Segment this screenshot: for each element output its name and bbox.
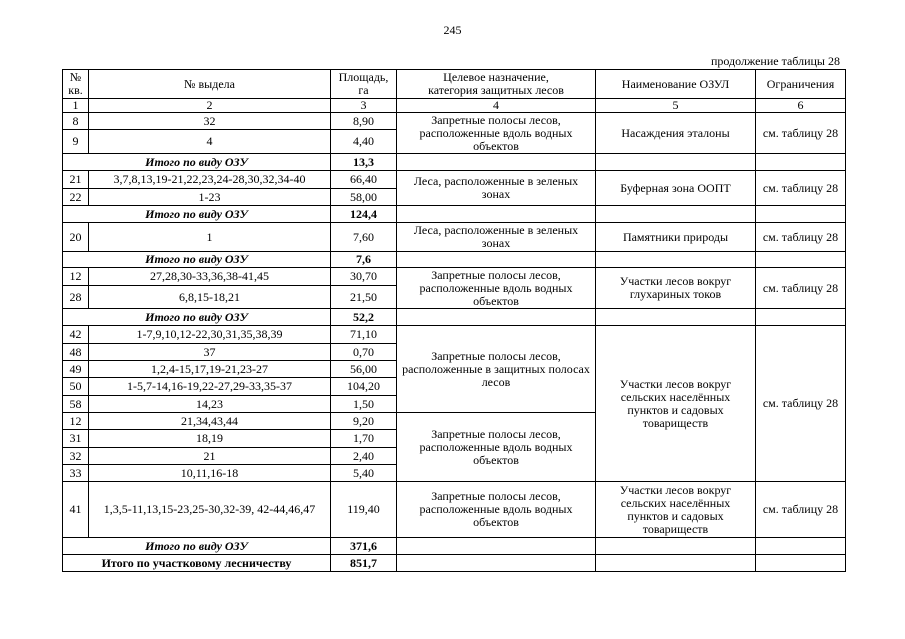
empty-cell [596, 309, 756, 326]
cell-kv: 49 [63, 361, 89, 378]
empty-cell [397, 252, 596, 268]
cell-limits: см. таблицу 28 [756, 326, 846, 482]
cell-vydel: 3,7,8,13,19-21,22,23,24-28,30,32,34-40 [89, 171, 331, 189]
subtotal-row [63, 206, 846, 223]
cell-ozul: Участки лесов вокруг сельских населённых пунктов и садовых товариществ [596, 482, 756, 538]
empty-cell [756, 252, 846, 268]
column-number: 3 [331, 99, 397, 113]
empty-cell [596, 252, 756, 268]
cell-limits: см. таблицу 28 [756, 268, 846, 309]
cell-ozul: Буферная зона ООПТ [596, 171, 756, 206]
cell-purpose: Запретные полосы лесов, расположенные в защитных полосах лесов [397, 326, 596, 413]
cell-vydel: 21,34,43,44 [89, 413, 331, 430]
subtotal-label: Итого по виду ОЗУ [63, 252, 331, 268]
cell-ozul: Участки лесов вокруг сельских населённых пунктов и садовых товариществ [596, 326, 756, 482]
cell-purpose: Запретные полосы лесов, расположенные вдоль водных объектов [397, 413, 596, 482]
header-kv: № кв. [63, 70, 89, 99]
subtotal-value: 371,6 [331, 538, 397, 555]
header-purpose: Целевое назначение, категория защитных лесов [397, 70, 596, 99]
cell-vydel: 1,2,4-15,17,19-21,23-27 [89, 361, 331, 378]
cell-kv: 48 [63, 344, 89, 361]
header-limits: Ограничения [756, 70, 846, 99]
subtotal-row [63, 154, 846, 171]
header-vydel: № выдела [89, 70, 331, 99]
subtotal-label: Итого по виду ОЗУ [63, 538, 331, 555]
empty-cell [397, 555, 596, 572]
cell-purpose: Запретные полосы лесов, расположенные вдоль водных объектов [397, 113, 596, 154]
cell-kv: 28 [63, 286, 89, 309]
ozul-table [62, 69, 846, 572]
subtotal-value: 13,3 [331, 154, 397, 171]
cell-vydel: 1-23 [89, 189, 331, 206]
cell-vydel: 10,11,16-18 [89, 465, 331, 482]
cell-ozul: Участки лесов вокруг глухариных токов [596, 268, 756, 309]
header-area: Площадь, га [331, 70, 397, 99]
cell-vydel: 18,19 [89, 430, 331, 448]
empty-cell [397, 538, 596, 555]
cell-area: 104,20 [331, 378, 397, 396]
cell-vydel: 1 [89, 223, 331, 252]
subtotal-label: Итого по виду ОЗУ [63, 309, 331, 326]
table-row [63, 113, 846, 130]
cell-area: 0,70 [331, 344, 397, 361]
cell-vydel: 1,3,5-11,13,15-23,25-30,32-39, 42-44,46,47 [89, 482, 331, 538]
cell-limits: см. таблицу 28 [756, 113, 846, 154]
cell-vydel: 4 [89, 130, 331, 154]
cell-area: 56,00 [331, 361, 397, 378]
cell-purpose: Леса, расположенные в зеленых зонах [397, 171, 596, 206]
cell-kv: 42 [63, 326, 89, 344]
table-row [63, 326, 846, 344]
cell-area: 58,00 [331, 189, 397, 206]
cell-kv: 12 [63, 413, 89, 430]
subtotal-row [63, 309, 846, 326]
header-row [63, 70, 846, 99]
cell-purpose: Леса, расположенные в зеленых зонах [397, 223, 596, 252]
cell-area: 71,10 [331, 326, 397, 344]
cell-kv: 20 [63, 223, 89, 252]
cell-kv: 50 [63, 378, 89, 396]
subtotal-value: 7,6 [331, 252, 397, 268]
total-value: 851,7 [331, 555, 397, 572]
subtotal-row [63, 252, 846, 268]
cell-area: 8,90 [331, 113, 397, 130]
cell-kv: 33 [63, 465, 89, 482]
total-row [63, 555, 846, 572]
empty-cell [397, 154, 596, 171]
cell-vydel: 37 [89, 344, 331, 361]
cell-area: 5,40 [331, 465, 397, 482]
subtotal-label: Итого по виду ОЗУ [63, 206, 331, 223]
cell-kv: 31 [63, 430, 89, 448]
cell-ozul: Памятники природы [596, 223, 756, 252]
cell-area: 7,60 [331, 223, 397, 252]
cell-area: 1,70 [331, 430, 397, 448]
empty-cell [397, 206, 596, 223]
column-number: 4 [397, 99, 596, 113]
empty-cell [756, 206, 846, 223]
cell-area: 9,20 [331, 413, 397, 430]
cell-vydel: 27,28,30-33,36,38-41,45 [89, 268, 331, 286]
cell-purpose: Запретные полосы лесов, расположенные вдоль водных объектов [397, 268, 596, 309]
column-number: 1 [63, 99, 89, 113]
cell-kv: 22 [63, 189, 89, 206]
table-continuation-caption: продолжение таблицы 28 [710, 54, 840, 68]
table-row [63, 482, 846, 538]
empty-cell [596, 555, 756, 572]
empty-cell [756, 555, 846, 572]
cell-limits: см. таблицу 28 [756, 482, 846, 538]
cell-area: 4,40 [331, 130, 397, 154]
column-number: 2 [89, 99, 331, 113]
cell-vydel: 6,8,15-18,21 [89, 286, 331, 309]
cell-vydel: 1-5,7-14,16-19,22-27,29-33,35-37 [89, 378, 331, 396]
column-number: 5 [596, 99, 756, 113]
cell-kv: 41 [63, 482, 89, 538]
cell-kv: 21 [63, 171, 89, 189]
cell-limits: см. таблицу 28 [756, 223, 846, 252]
column-number: 6 [756, 99, 846, 113]
cell-area: 21,50 [331, 286, 397, 309]
cell-area: 66,40 [331, 171, 397, 189]
header-ozul: Наименование ОЗУЛ [596, 70, 756, 99]
cell-ozul: Насаждения эталоны [596, 113, 756, 154]
empty-cell [397, 309, 596, 326]
subtotal-row [63, 538, 846, 555]
subtotal-value: 52,2 [331, 309, 397, 326]
empty-cell [596, 154, 756, 171]
cell-kv: 12 [63, 268, 89, 286]
cell-vydel: 21 [89, 448, 331, 465]
empty-cell [756, 538, 846, 555]
cell-area: 30,70 [331, 268, 397, 286]
cell-vydel: 1-7,9,10,12-22,30,31,35,38,39 [89, 326, 331, 344]
cell-kv: 32 [63, 448, 89, 465]
cell-kv: 9 [63, 130, 89, 154]
cell-limits: см. таблицу 28 [756, 171, 846, 206]
cell-kv: 8 [63, 113, 89, 130]
empty-cell [596, 538, 756, 555]
subtotal-value: 124,4 [331, 206, 397, 223]
subtotal-label: Итого по виду ОЗУ [63, 154, 331, 171]
cell-area: 1,50 [331, 396, 397, 413]
total-label: Итого по участковому лесничеству [63, 555, 331, 572]
table-row [63, 223, 846, 252]
empty-cell [756, 309, 846, 326]
empty-cell [596, 206, 756, 223]
cell-kv: 58 [63, 396, 89, 413]
cell-vydel: 14,23 [89, 396, 331, 413]
table-row [63, 171, 846, 189]
column-number-row [63, 99, 846, 113]
cell-area: 2,40 [331, 448, 397, 465]
table-row [63, 268, 846, 286]
page-number: 245 [443, 23, 462, 37]
empty-cell [756, 154, 846, 171]
cell-area: 119,40 [331, 482, 397, 538]
cell-purpose: Запретные полосы лесов, расположенные вдоль водных объектов [397, 482, 596, 538]
cell-vydel: 32 [89, 113, 331, 130]
